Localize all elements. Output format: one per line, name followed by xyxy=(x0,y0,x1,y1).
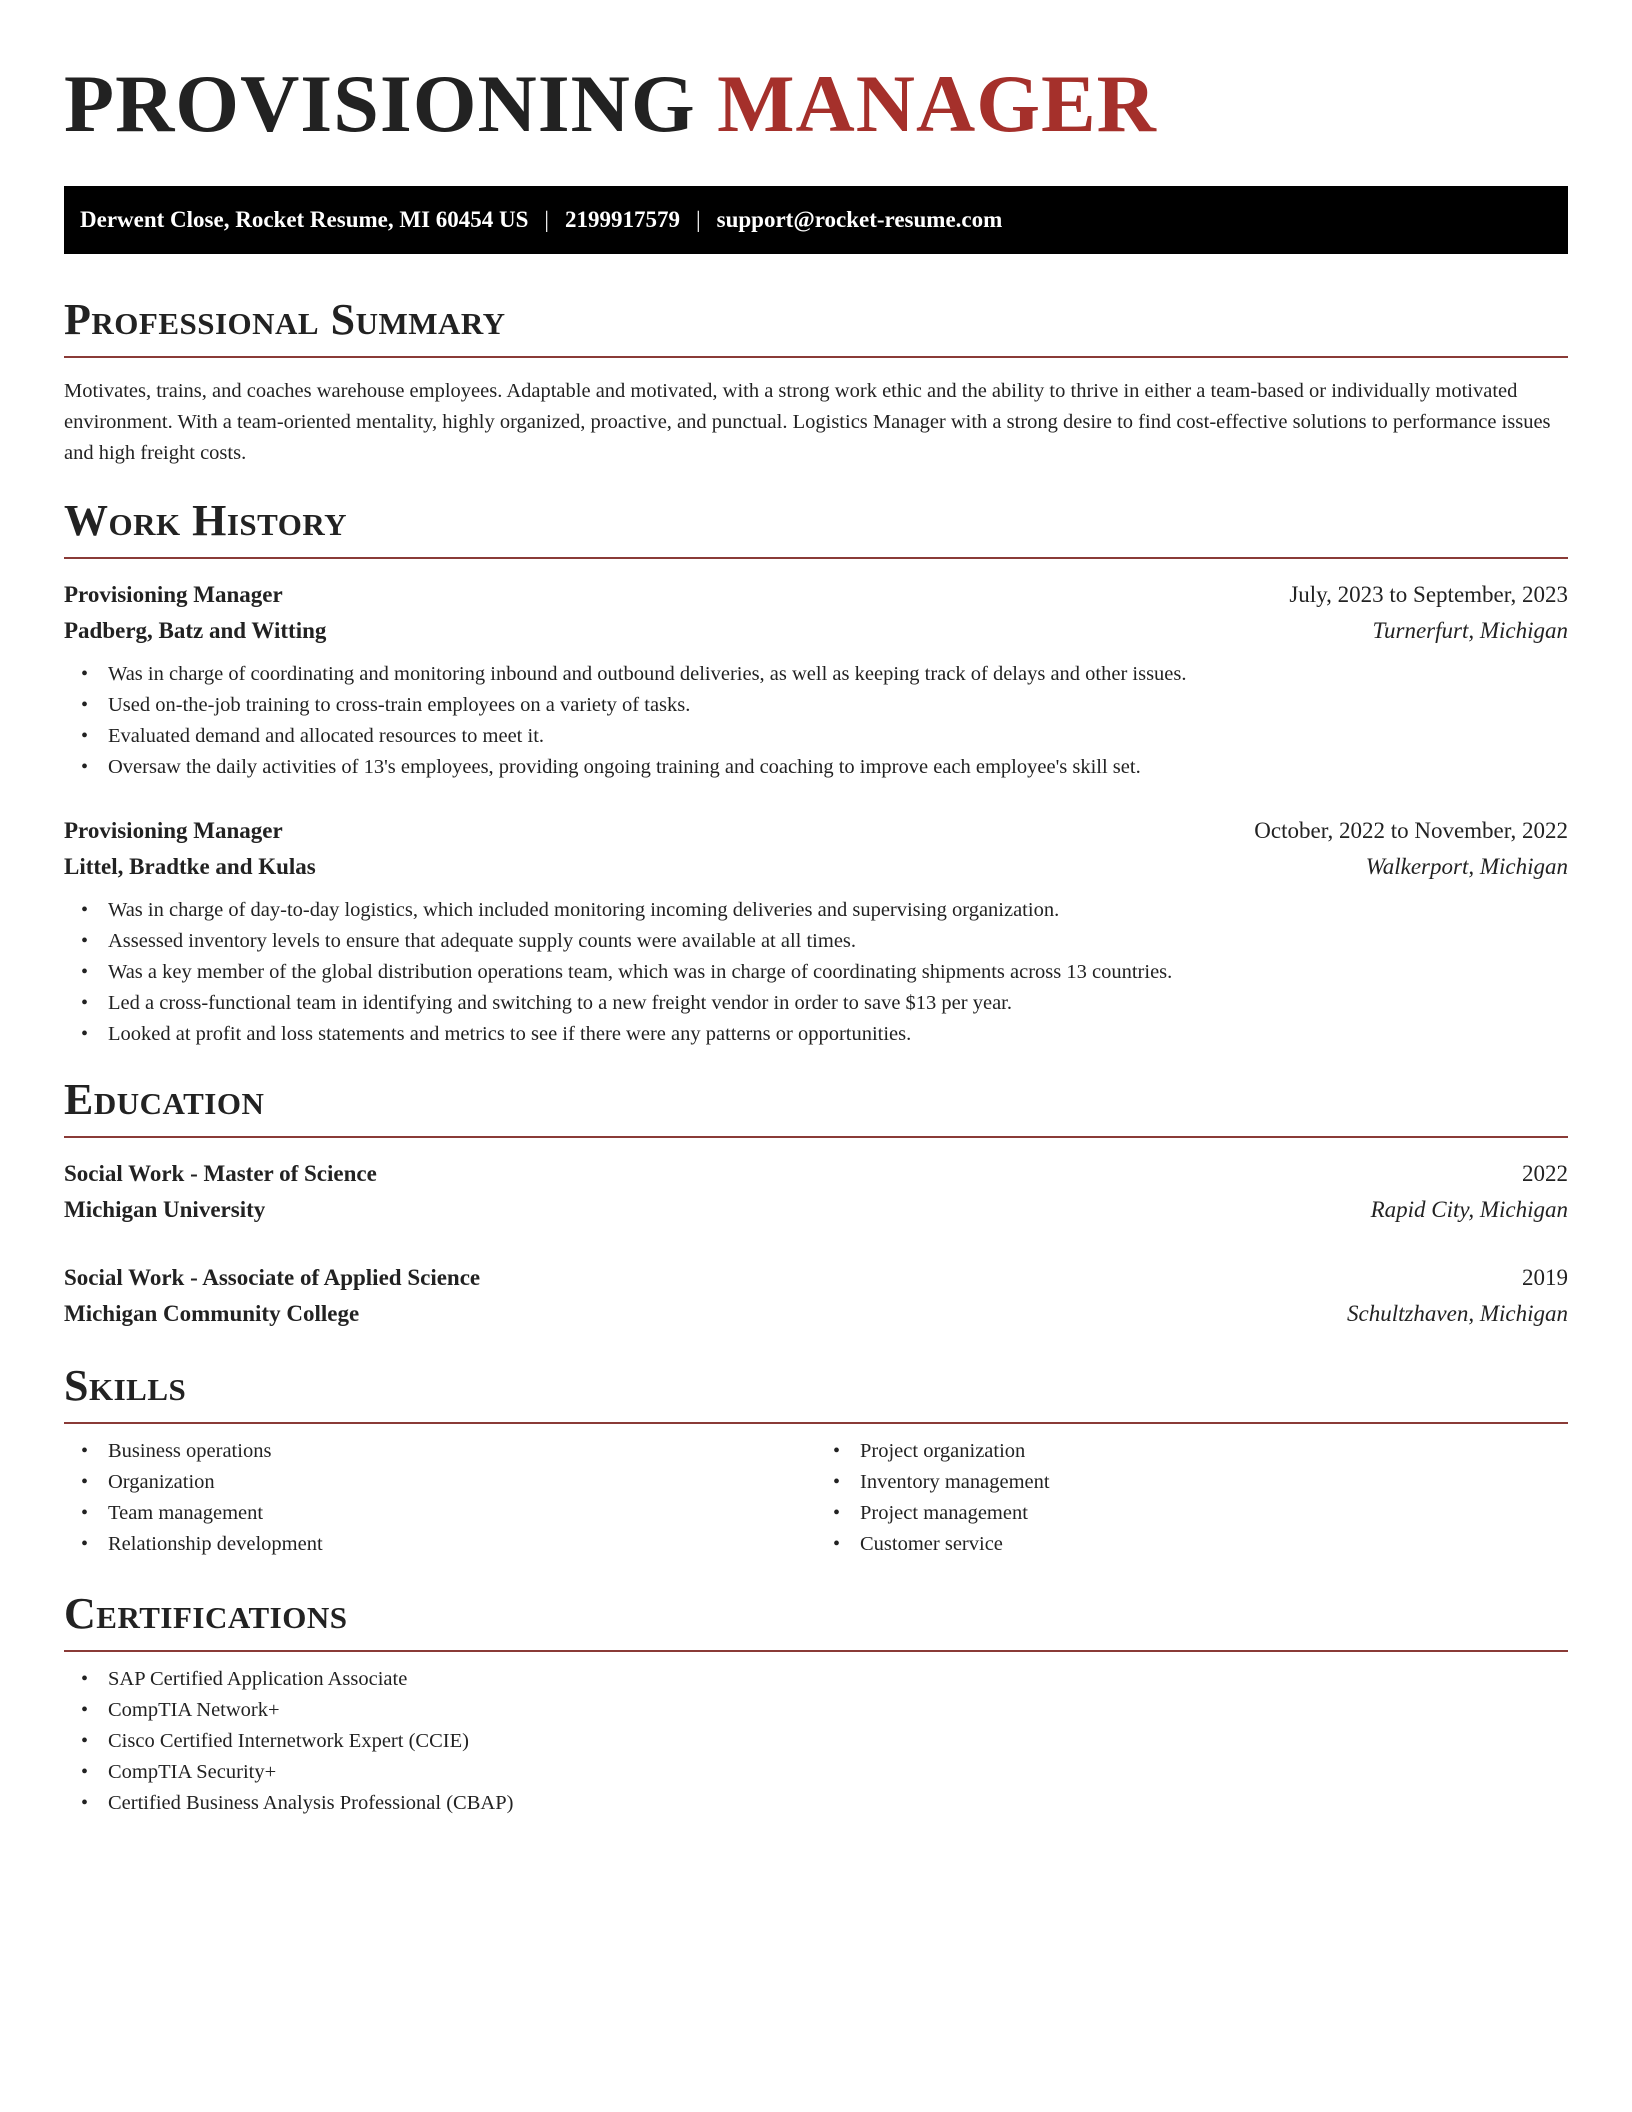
education-header-row xyxy=(64,1260,1568,1296)
job-company-row xyxy=(64,613,1568,649)
list-item: • Project management xyxy=(860,1498,1568,1529)
work-history-section xyxy=(64,495,1568,1050)
list-item: • Looked at profit and loss statements and metrics to see if there were any patterns or opportunities. xyxy=(108,1019,1568,1050)
education-school: Michigan University xyxy=(64,1197,266,1222)
education-location: Schultzhaven, Michigan xyxy=(1346,1301,1568,1326)
section-title-work-history: Work History xyxy=(64,496,348,545)
job-company-row xyxy=(64,849,1568,885)
list-item: • Customer service xyxy=(860,1529,1568,1560)
contact-bar xyxy=(64,186,1568,254)
list-item: • Led a cross-functional team in identifying and switching to a new freight vendor in order to save $13 per year. xyxy=(108,988,1568,1019)
list-item: • Oversaw the daily activities of 13's employees, providing ongoing training and coaching to improve each employee's skill set. xyxy=(108,752,1568,783)
job-company: Littel, Bradtke and Kulas xyxy=(64,854,316,879)
job-bullets xyxy=(64,659,1568,783)
education-header-row xyxy=(64,1156,1568,1192)
education-school-row xyxy=(64,1192,1568,1228)
job-bullets xyxy=(64,895,1568,1050)
contact-phone: 2199917579 xyxy=(565,207,681,232)
education-degree: Social Work - Master of Science xyxy=(64,1161,377,1186)
skills-column-right xyxy=(816,1436,1568,1560)
summary-text: Motivates, trains, and coaches warehouse employees. Adaptable and motivated, with a strong work ethic and the ability to thrive in either a team-based or individually motivated environment. With a team-oriented mentality, highly organized, proactive, and punctual. Logistics Manager with a strong desire to find cost-effective solutions to performance issues and high freight costs. xyxy=(64,380,1551,464)
section-divider xyxy=(64,1650,1568,1652)
list-item: • Cisco Certified Internetwork Expert (CCIE) xyxy=(108,1726,1568,1757)
job-entry xyxy=(64,813,1568,1050)
contact-separator: | xyxy=(696,207,701,232)
job-header-row xyxy=(64,577,1568,613)
list-item: • Used on-the-job training to cross-train employees on a variety of tasks. xyxy=(108,690,1568,721)
education-school-row xyxy=(64,1296,1568,1332)
contact-separator: | xyxy=(544,207,550,232)
list-item: • Team management xyxy=(108,1498,816,1529)
job-company: Padberg, Batz and Witting xyxy=(64,618,327,643)
education-entry xyxy=(64,1156,1568,1228)
job-header-row xyxy=(64,813,1568,849)
skills-section xyxy=(64,1360,1568,1560)
list-item: • Was in charge of day-to-day logistics, which included monitoring incoming deliveries and supervising organization. xyxy=(108,895,1568,926)
job-role: Provisioning Manager xyxy=(64,818,283,843)
education-section xyxy=(64,1074,1568,1332)
certifications-list xyxy=(64,1664,1568,1819)
list-item: • Evaluated demand and allocated resources to meet it. xyxy=(108,721,1568,752)
education-degree: Social Work - Associate of Applied Science xyxy=(64,1265,481,1290)
list-item: • Assessed inventory levels to ensure that adequate supply counts were available at all times. xyxy=(108,926,1568,957)
list-item: • CompTIA Network+ xyxy=(108,1695,1568,1726)
list-item: • Certified Business Analysis Professional (CBAP) xyxy=(108,1788,1568,1819)
section-divider xyxy=(64,356,1568,358)
contact-address: Derwent Close, Rocket Resume, MI 60454 US xyxy=(80,207,529,232)
job-location: Walkerport, Michigan xyxy=(1365,854,1568,879)
list-item: • Was a key member of the global distribution operations team, which was in charge of coordinating shipments across 13 countries. xyxy=(108,957,1568,988)
skills-grid xyxy=(64,1436,1568,1560)
education-school: Michigan Community College xyxy=(64,1301,360,1326)
summary-section xyxy=(64,294,1568,469)
section-divider xyxy=(64,1422,1568,1424)
education-year: 2019 xyxy=(1522,1265,1568,1290)
education-location: Rapid City, Michigan xyxy=(1370,1197,1568,1222)
list-item: • Was in charge of coordinating and monitoring inbound and outbound deliveries, as well as keeping track of delays and other issues. xyxy=(108,659,1568,690)
section-title-certifications: Certifications xyxy=(64,1589,348,1638)
list-item: • CompTIA Security+ xyxy=(108,1757,1568,1788)
list-item: • Business operations xyxy=(108,1436,816,1467)
list-item: • Project organization xyxy=(860,1436,1568,1467)
education-entry xyxy=(64,1260,1568,1332)
section-divider xyxy=(64,1136,1568,1138)
education-year: 2022 xyxy=(1522,1161,1568,1186)
skills-column-left xyxy=(64,1436,816,1560)
section-title-summary: Professional Summary xyxy=(64,295,506,344)
job-role: Provisioning Manager xyxy=(64,582,283,607)
job-dates: July, 2023 to September, 2023 xyxy=(1289,582,1568,607)
name-second: MANAGER xyxy=(717,58,1157,149)
section-divider xyxy=(64,557,1568,559)
job-dates: October, 2022 to November, 2022 xyxy=(1254,818,1568,843)
list-item: • SAP Certified Application Associate xyxy=(108,1664,1568,1695)
list-item: • Relationship development xyxy=(108,1529,816,1560)
list-item: • Organization xyxy=(108,1467,816,1498)
section-title-education: Education xyxy=(64,1075,265,1124)
list-item: • Inventory management xyxy=(860,1467,1568,1498)
resume-name xyxy=(64,56,1568,152)
job-entry xyxy=(64,577,1568,783)
contact-email: support@rocket-resume.com xyxy=(716,207,1003,232)
certifications-section xyxy=(64,1588,1568,1819)
name-first: PROVISIONING xyxy=(64,58,696,149)
section-title-skills: Skills xyxy=(64,1361,187,1410)
job-location: Turnerfurt, Michigan xyxy=(1372,618,1568,643)
